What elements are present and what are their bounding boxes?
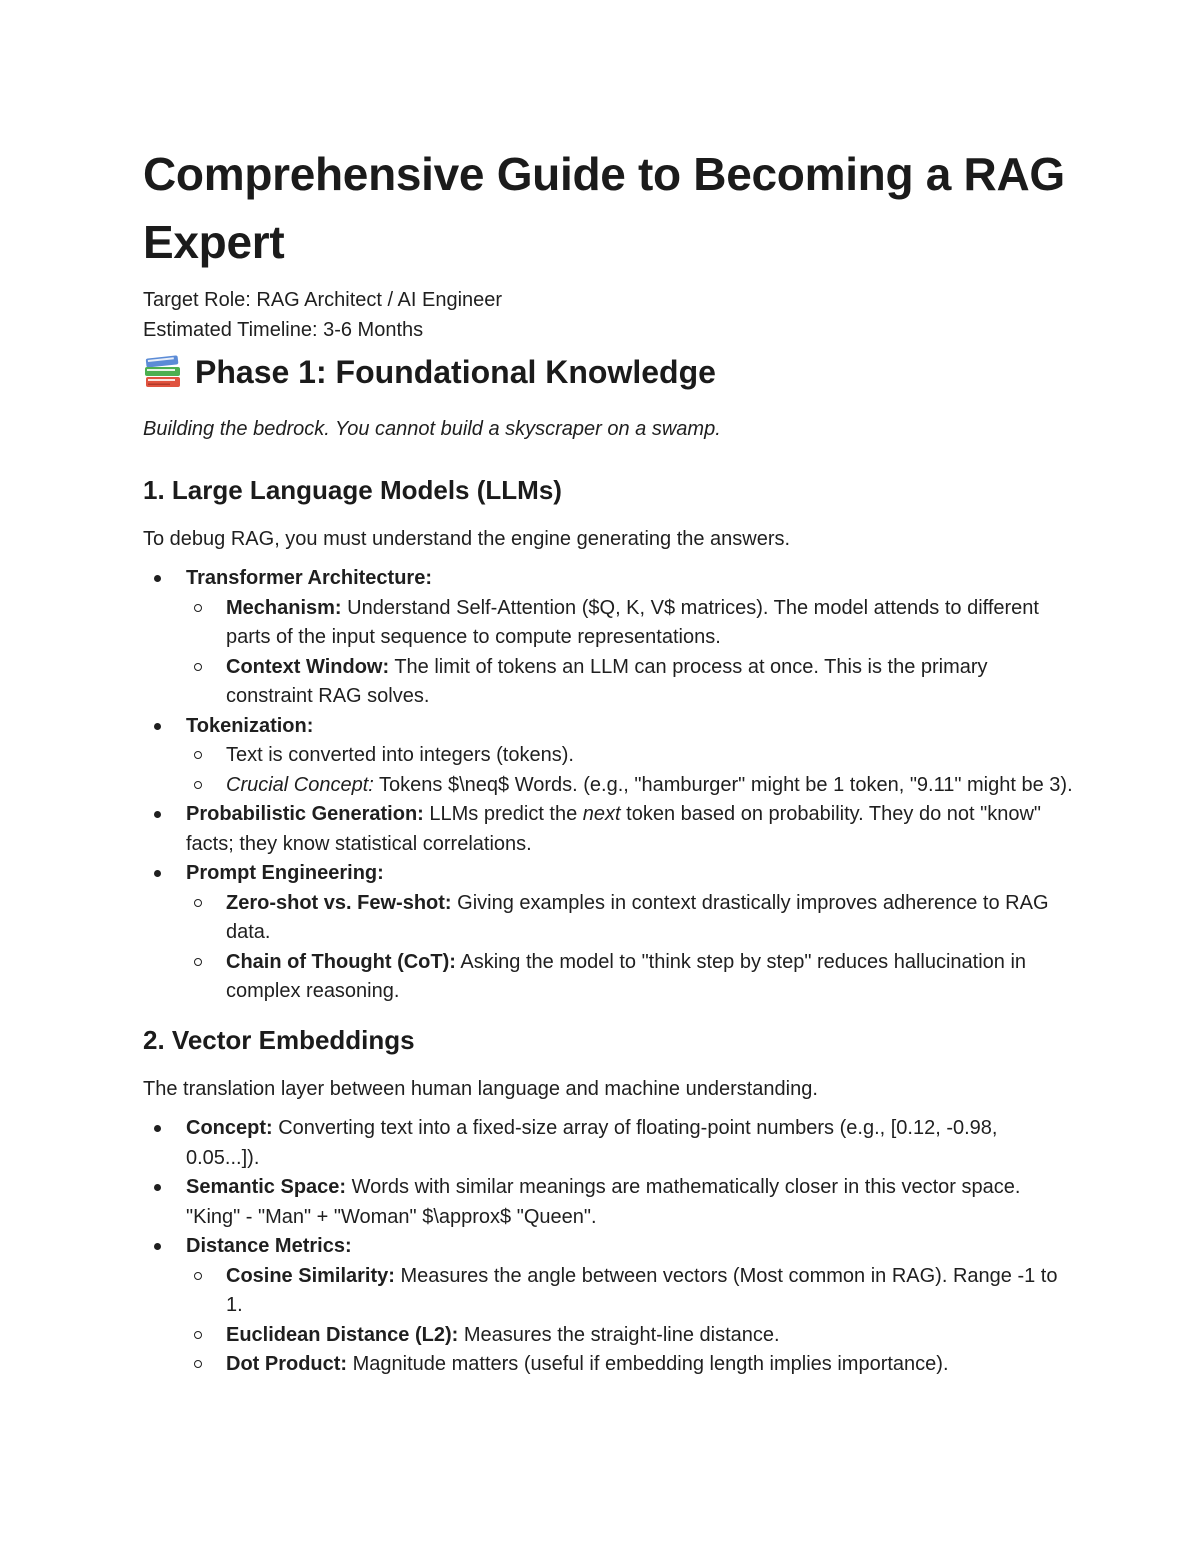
section-llms-heading: 1. Large Language Models (LLMs) bbox=[143, 474, 562, 505]
section-llms-intro: To debug RAG, you must understand the engine generating the answers. bbox=[143, 527, 791, 550]
list-item bbox=[143, 1232, 1073, 1380]
list-item bbox=[143, 1114, 1073, 1173]
section-embeddings-heading: 2. Vector Embeddings bbox=[143, 1024, 415, 1055]
list-item bbox=[186, 1321, 1073, 1351]
term-text: The limit of tokens an LLM can process at once. This is the primary constraint RAG solves. bbox=[226, 655, 988, 707]
estimated-timeline: Estimated Timeline: 3-6 Months bbox=[143, 318, 424, 341]
topic-label: Concept: bbox=[186, 1117, 273, 1139]
topic-label: Transformer Architecture: bbox=[186, 567, 432, 589]
list-item bbox=[186, 741, 1073, 771]
phase-1-subtitle: Building the bedrock. You cannot build a skyscraper on a swamp. bbox=[143, 418, 721, 440]
list-item bbox=[186, 594, 1073, 653]
document-title: Comprehensive Guide to Becoming a RAG Expert bbox=[143, 148, 1065, 268]
list-item bbox=[186, 1262, 1073, 1321]
term-text: Measures the angle between vectors (Most common in RAG). Range -1 to 1. bbox=[226, 1264, 1058, 1316]
term-label: Mechanism: bbox=[226, 596, 342, 619]
circle-bullet-icon bbox=[194, 1360, 202, 1368]
bullet-icon bbox=[154, 1125, 161, 1132]
list-item bbox=[186, 771, 1073, 801]
term-text: Giving examples in context drastically improves adherence to RAG data. bbox=[226, 891, 1049, 943]
bullet-icon bbox=[154, 723, 161, 730]
list-item bbox=[186, 948, 1073, 1007]
topic-label: Tokenization: bbox=[186, 714, 314, 737]
term-text: Magnitude matters (useful if embedding length implies importance). bbox=[347, 1353, 949, 1375]
term-label: Crucial Concept: bbox=[226, 773, 374, 796]
term-text: Converting text into a fixed-size array of floating-point numbers (e.g., [0.12, -0.98, 0.05...]). bbox=[186, 1117, 998, 1169]
circle-bullet-icon bbox=[194, 604, 202, 612]
phase-1-heading bbox=[143, 349, 1073, 395]
term-text: Measures the straight-line distance. bbox=[458, 1323, 780, 1346]
document-meta bbox=[143, 286, 1073, 345]
list-item bbox=[186, 1350, 1073, 1380]
term-text: Asking the model to "think step by step" reduces hallucination in complex reasoning. bbox=[226, 950, 1027, 1002]
topic-label: Distance Metrics: bbox=[186, 1235, 352, 1257]
target-role: Target Role: RAG Architect / AI Engineer bbox=[143, 289, 503, 311]
circle-bullet-icon bbox=[194, 1331, 202, 1339]
bullet-icon bbox=[154, 1243, 161, 1250]
topic-label: Semantic Space: bbox=[186, 1176, 347, 1198]
bullet-icon bbox=[154, 811, 161, 818]
phase-1-title: Phase 1: Foundational Knowledge bbox=[195, 354, 716, 390]
list-item bbox=[186, 653, 1073, 712]
circle-bullet-icon bbox=[194, 1272, 202, 1280]
term-label: Context Window: bbox=[226, 655, 390, 678]
term-label: Zero-shot vs. Few-shot: bbox=[226, 891, 452, 914]
bullet-icon bbox=[154, 870, 161, 877]
term-text: Words with similar meanings are mathematically closer in this vector space. "King" - "Man" + "Woman" $\approx$ "Queen". bbox=[186, 1176, 1021, 1228]
embedding-topics-list bbox=[143, 1114, 1073, 1380]
topic-label: Prompt Engineering: bbox=[186, 862, 384, 884]
bullet-icon bbox=[154, 1184, 161, 1191]
list-item bbox=[143, 1173, 1073, 1232]
list-item bbox=[143, 859, 1073, 1007]
term-text: Understand Self-Attention ($Q, K, V$ matrices). The model attends to different parts of the input sequence to compute representations. bbox=[226, 596, 1039, 648]
term-text: Tokens $\neq$ Words. (e.g., "hamburger" might be 1 token, "9.11" might be 3). bbox=[373, 773, 1073, 796]
circle-bullet-icon bbox=[194, 958, 202, 966]
list-item bbox=[143, 712, 1073, 801]
list-item bbox=[186, 889, 1073, 948]
circle-bullet-icon bbox=[194, 751, 202, 759]
term-label: Cosine Similarity: bbox=[226, 1264, 395, 1287]
books-icon bbox=[143, 355, 183, 389]
circle-bullet-icon bbox=[194, 663, 202, 671]
list-item bbox=[143, 564, 1073, 712]
topic-label: Probabilistic Generation: bbox=[186, 803, 424, 825]
term-label: Chain of Thought (CoT): bbox=[226, 950, 456, 973]
circle-bullet-icon bbox=[194, 781, 202, 789]
document-page bbox=[143, 140, 1073, 1380]
term-text: Text is converted into integers (tokens). bbox=[226, 744, 574, 766]
term-label: Dot Product: bbox=[226, 1353, 348, 1375]
term-emphasis: next bbox=[582, 803, 621, 825]
term-text: token based on probability. They do not "know" facts; they know statistical correlations. bbox=[186, 803, 1041, 855]
list-item bbox=[143, 800, 1073, 859]
bullet-icon bbox=[154, 575, 161, 582]
section-embeddings-intro: The translation layer between human language and machine understanding. bbox=[143, 1077, 818, 1100]
circle-bullet-icon bbox=[194, 899, 202, 907]
llm-topics-list bbox=[143, 564, 1073, 1007]
term-text: LLMs predict the bbox=[423, 803, 583, 825]
term-label: Euclidean Distance (L2): bbox=[226, 1323, 459, 1346]
